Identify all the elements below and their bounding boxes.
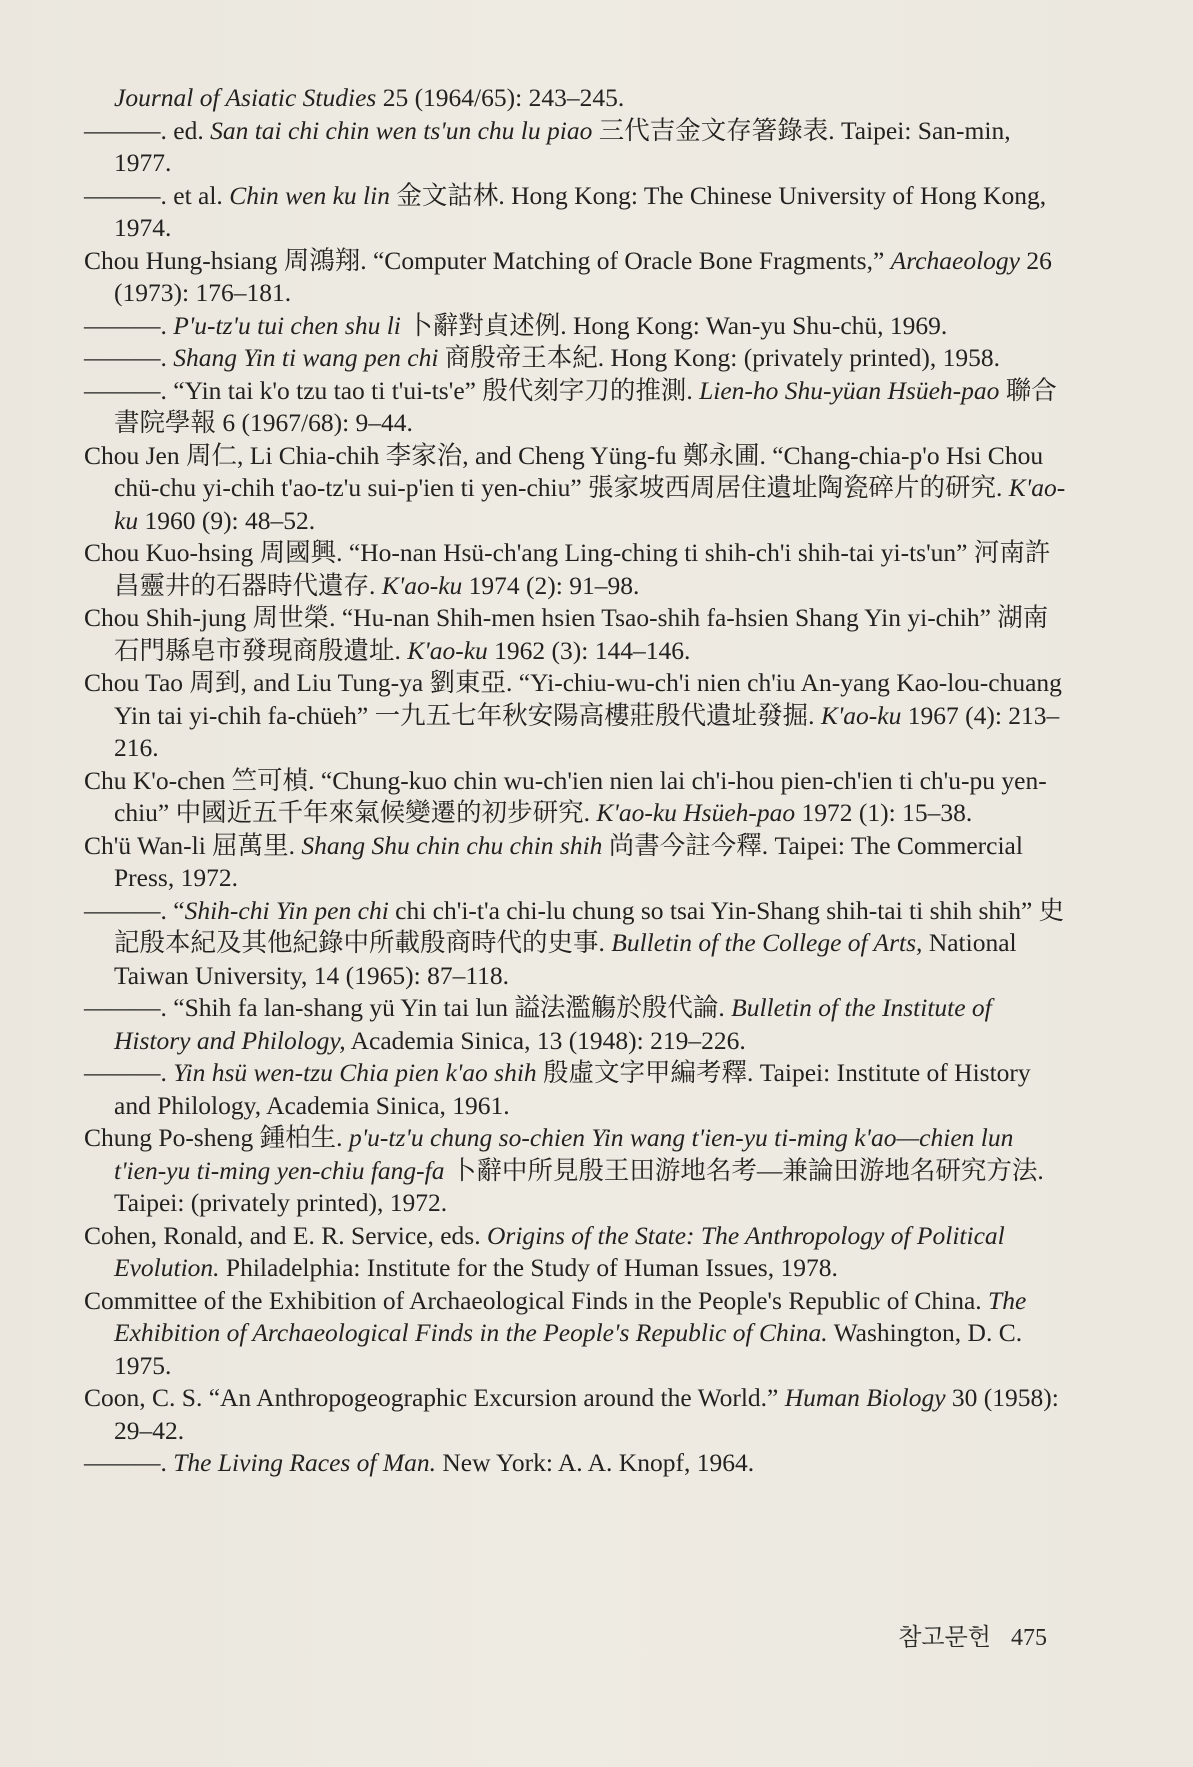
entry-text: 26 (1973): 176–181. [114, 245, 1052, 307]
entry-text: Committee of the Exhibition of Archaeological Finds in the People's Republic of China. [84, 1285, 989, 1315]
bibliography-entry [84, 1220, 1070, 1285]
bibliography-entry [84, 537, 1070, 602]
entry-text: 聯合書院學報 6 (1967/68): 9–44. [114, 375, 1057, 437]
entry-text: ———. [84, 1058, 174, 1087]
italic-title: Origins of the State: The Anthropology of Political Evolution. [114, 1220, 1005, 1282]
italic-title: Journal of Asiatic Studies [114, 83, 377, 112]
italic-title: p'u-tz'u chung so-chien Yin wang t'ien-yu ti-ming k'ao—chien lun t'ien-yu ti-ming yen-chiu fang-fa [114, 1123, 1014, 1185]
entry-text: Chung Po-sheng 鍾柏生. [84, 1123, 349, 1152]
entry-text: chi ch'i-t'a chi-lu chung so tsai Yin-Shang shih-tai ti shih shih” 史記殷本紀及其他紀錄中所載殷商時代的史事. [114, 895, 1065, 957]
entry-text: Coon, C. S. “An Anthropogeographic Excursion around the World.” [84, 1383, 785, 1412]
entry-text: Chou Shih-jung 周世榮. “Hu-nan Shih-men hsien Tsao-shih fa-hsien Shang Yin yi-chih” 湖南石門縣皂市發現商殷遺址. [84, 603, 1049, 665]
bibliography-entry [84, 602, 1070, 667]
italic-title: The Living Races of Man. [173, 1448, 437, 1477]
bibliography-entry [84, 342, 1070, 375]
entry-text: Philadelphia: Institute for the Study of Human Issues, 1978. [219, 1253, 838, 1282]
bibliography-entry [84, 895, 1070, 993]
bibliography-entry [84, 115, 1070, 180]
entry-text: 1967 (4): 213–216. [114, 700, 1060, 762]
running-footer-section: 참고문헌 [898, 1625, 991, 1651]
entry-text: ———. et al. [84, 180, 230, 210]
italic-title: Shang Yin ti wang pen chi [173, 343, 439, 372]
italic-title: K'ao-ku [381, 570, 463, 600]
entry-text: Chou Kuo-hsing 周國興. “Ho-nan Hsü-ch'ang Ling-ching ti shih-ch'i shih-tai yi-ts'un” 河南許昌靈井的石器時代遺存. [84, 538, 1051, 600]
italic-title: Bulletin of the Institute of History and Philology, [114, 993, 992, 1055]
entry-text: Ch'ü Wan-li 屈萬里. [84, 830, 302, 860]
entry-text: ———. [84, 310, 174, 340]
entry-text: Chu K'o-chen 竺可楨. “Chung-kuo chin wu-ch'ien nien lai ch'i-hou pien-ch'ien ti ch'u-pu yen-chiu” 中國近五千年來氣候變遷的初步研究. [84, 765, 1047, 827]
italic-title: K'ao-ku [820, 700, 902, 730]
entry-text: Academia Sinica, 13 (1948): 219–226. [345, 1025, 746, 1055]
entry-text: Chou Jen 周仁, Li Chia-chih 李家治, and Cheng Yüng-fu 鄭永圃. “Chang-chia-p'o Hsi Chou chü-chu yi-chih t'ao-tz'u sui-p'ien ti yen-chiu” 張家坡西周居住遺址陶瓷碎片的研究. [84, 440, 1044, 502]
italic-title: P'u-tz'u tui chen shu li [173, 310, 401, 340]
italic-title: Shang Shu chin chu chin shih [301, 830, 603, 860]
bibliography-entry [84, 1057, 1070, 1122]
italic-title: Lien-ho Shu-yüan Hsüeh-pao [699, 375, 1000, 405]
italic-title: Shih-chi Yin pen chi [184, 895, 389, 925]
bibliography-entry [84, 440, 1070, 538]
entry-text: 卜辭對貞述例. Hong Kong: Wan-yu Shu-chü, 1969. [400, 310, 948, 340]
entry-text: ———. ed. [84, 115, 211, 145]
bibliography-entry [84, 1382, 1070, 1447]
bibliography-entry [84, 1447, 1070, 1480]
bibliography-entry [84, 1122, 1070, 1220]
entry-text: 1962 (3): 144–146. [487, 635, 691, 665]
italic-title: Archaeology [890, 245, 1020, 275]
entry-text: Cohen, Ronald, and E. R. Service, eds. [84, 1220, 487, 1250]
entry-text: 金文詁林. Hong Kong: The Chinese University of Hong Kong, 1974. [114, 180, 1047, 242]
entry-text: ———. “ [84, 895, 185, 925]
entry-text: 30 (1958): 29–42. [114, 1383, 1059, 1445]
italic-title: The Exhibition of Archaeological Finds in the People's Republic of China. [114, 1285, 1027, 1347]
entry-text: ———. “Yin tai k'o tzu tao ti t'ui-ts'e” 殷代刻字刀的推測. [84, 375, 700, 405]
entry-text: ———. [84, 343, 174, 372]
italic-title: Human Biology [784, 1383, 946, 1412]
entry-text: 卜辭中所見殷王田游地名考—兼論田游地名研究方法. Taipei: (privately printed), 1972. [114, 1155, 1044, 1217]
bibliography-list [84, 82, 1070, 1480]
entry-text: ———. [84, 1448, 174, 1477]
italic-title: Yin hsü wen-tzu Chia pien k'ao shih [173, 1058, 537, 1087]
entry-text: ———. “Shih fa lan-shang yü Yin tai lun 謚法濫觴於殷代論. [84, 993, 732, 1022]
italic-title: Chin wen ku lin [229, 180, 390, 210]
entry-text: 三代吉金文存箸錄表. Taipei: San-min, 1977. [114, 115, 1011, 177]
bibliography-entry [84, 245, 1070, 310]
entry-text: Chou Hung-hsiang 周鴻翔. “Computer Matching of Oracle Bone Fragments,” [84, 245, 891, 275]
page-footer [898, 1617, 1047, 1652]
entry-text: 1974 (2): 91–98. [462, 570, 640, 600]
italic-title: K'ao-ku [407, 635, 488, 665]
entry-text: 尚書今註今釋. Taipei: The Commercial Press, 1972. [114, 830, 1023, 892]
entry-text: 商殷帝王本紀. Hong Kong: (privately printed), 1958. [438, 343, 1001, 372]
italic-title: San tai chi chin wen ts'un chu lu piao [210, 115, 593, 145]
entry-text: 1972 (1): 15–38. [795, 798, 973, 827]
bibliography-entry [84, 992, 1070, 1057]
italic-title: Bulletin of the College of Arts, [611, 928, 923, 957]
bibliography-entry-continuation [84, 82, 1070, 115]
bibliography-entry [84, 765, 1070, 830]
entry-text: 25 (1964/65): 243–245. [376, 83, 625, 112]
bibliography-entry [84, 1285, 1070, 1383]
bibliography-entry [84, 180, 1070, 245]
bibliography-entry [84, 310, 1070, 343]
entry-text: 1960 (9): 48–52. [138, 505, 316, 535]
italic-title: K'ao-ku [114, 473, 1066, 535]
entry-text: National Taiwan University, 14 (1965): 87–118. [114, 928, 1017, 990]
bibliography-entry [84, 667, 1070, 765]
page-number: 475 [1011, 1625, 1047, 1651]
italic-title: K'ao-ku Hsüeh-pao [596, 798, 796, 827]
entry-text: Chou Tao 周到, and Liu Tung-ya 劉東亞. “Yi-chiu-wu-ch'i nien ch'iu An-yang Kao-lou-chuang Yin tai yi-chih fa-chüeh” 一九五七年秋安陽高樓莊殷代遺址發掘. [84, 668, 1062, 730]
bibliography-entry [84, 830, 1070, 895]
bibliography-entry [84, 375, 1070, 440]
entry-text: Washington, D. C. 1975. [114, 1318, 1023, 1380]
entry-text: New York: A. A. Knopf, 1964. [436, 1448, 755, 1477]
entry-text: 殷虛文字甲編考釋. Taipei: Institute of History and Philology, Academia Sinica, 1961. [114, 1058, 1031, 1120]
